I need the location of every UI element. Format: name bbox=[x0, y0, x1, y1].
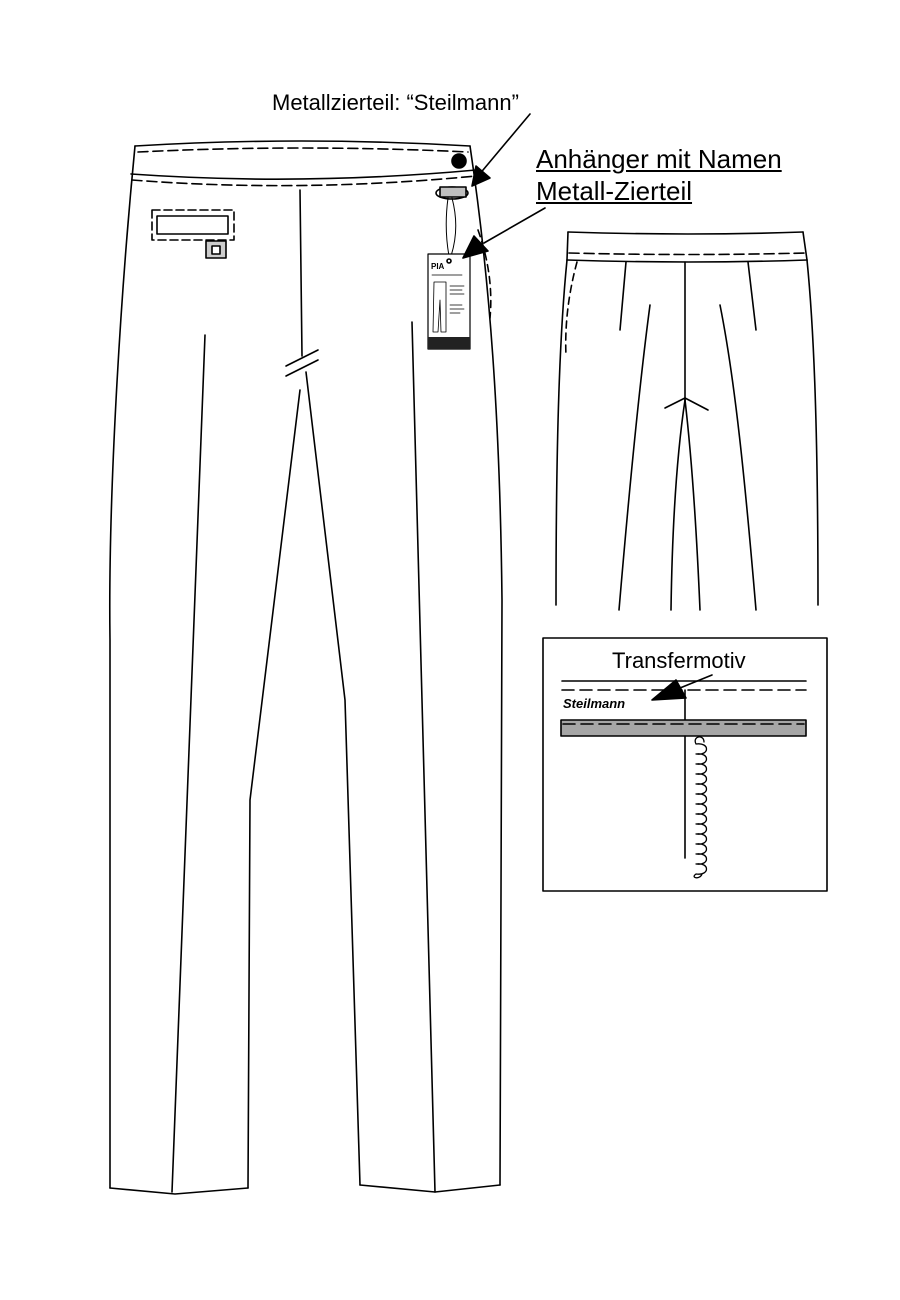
metal-ornament-label: Metallzierteil: “Steilmann” bbox=[272, 90, 519, 115]
front-inseam-right bbox=[306, 372, 360, 1185]
welt-pocket bbox=[157, 216, 228, 234]
back-crotch-right bbox=[685, 398, 708, 410]
back-dart-left bbox=[620, 262, 626, 330]
front-crease-right bbox=[412, 322, 435, 1192]
metal-ornament-arrow-line bbox=[478, 114, 530, 176]
back-outer-right-seam bbox=[807, 260, 818, 605]
back-waistband-stitching bbox=[569, 253, 805, 255]
front-waistband-bottom bbox=[131, 170, 476, 179]
front-inseam-left bbox=[248, 390, 300, 1188]
front-fly-line bbox=[300, 190, 302, 356]
front-waistband-top bbox=[135, 141, 470, 146]
tag-arrow-line bbox=[484, 208, 545, 243]
metal-ornament-arrow-head bbox=[472, 166, 490, 186]
back-view-trousers bbox=[556, 232, 818, 610]
back-pocket-stitching bbox=[566, 262, 577, 356]
hang-tag-label-line1: Anhänger mit Namen bbox=[536, 144, 782, 174]
brand-transfer-print: Steilmann bbox=[563, 696, 626, 711]
back-crease-left bbox=[619, 305, 650, 610]
front-hem-right bbox=[360, 1185, 500, 1192]
pocket-metal-tab-inner bbox=[212, 246, 220, 254]
hang-tag-footer bbox=[428, 337, 470, 349]
back-inseam-left bbox=[671, 400, 685, 610]
hang-tag-brand: PIA bbox=[431, 262, 445, 271]
hang-tag-label-line2: Metall-Zierteil bbox=[536, 176, 693, 206]
detail-waistband-strip bbox=[561, 720, 806, 736]
front-crease-left bbox=[172, 335, 205, 1192]
welt-pocket-stitching bbox=[152, 210, 234, 240]
back-outer-left-seam bbox=[556, 260, 567, 605]
tag-string bbox=[446, 198, 456, 256]
back-crotch-left bbox=[665, 398, 685, 408]
back-waistband-bottom bbox=[567, 260, 807, 262]
back-crease-right bbox=[720, 305, 756, 610]
fly-bartack-2 bbox=[286, 360, 318, 376]
transfer-detail-box bbox=[543, 638, 827, 891]
front-view-trousers bbox=[110, 114, 545, 1194]
back-waistband-top bbox=[568, 232, 803, 234]
front-outer-left-seam bbox=[110, 146, 135, 1188]
back-inseam-right bbox=[685, 400, 700, 610]
front-hem-left bbox=[110, 1188, 248, 1194]
metal-ornament-plate bbox=[440, 187, 466, 197]
back-waistband-right-edge bbox=[803, 232, 807, 260]
waistband-button bbox=[452, 154, 466, 168]
back-dart-right bbox=[748, 262, 756, 330]
back-waistband-left-edge bbox=[567, 232, 568, 260]
front-waistband-stitching-top bbox=[138, 148, 468, 152]
front-outer-right-seam bbox=[470, 146, 502, 1185]
transfer-motif-label: Transfermotiv bbox=[612, 648, 746, 673]
